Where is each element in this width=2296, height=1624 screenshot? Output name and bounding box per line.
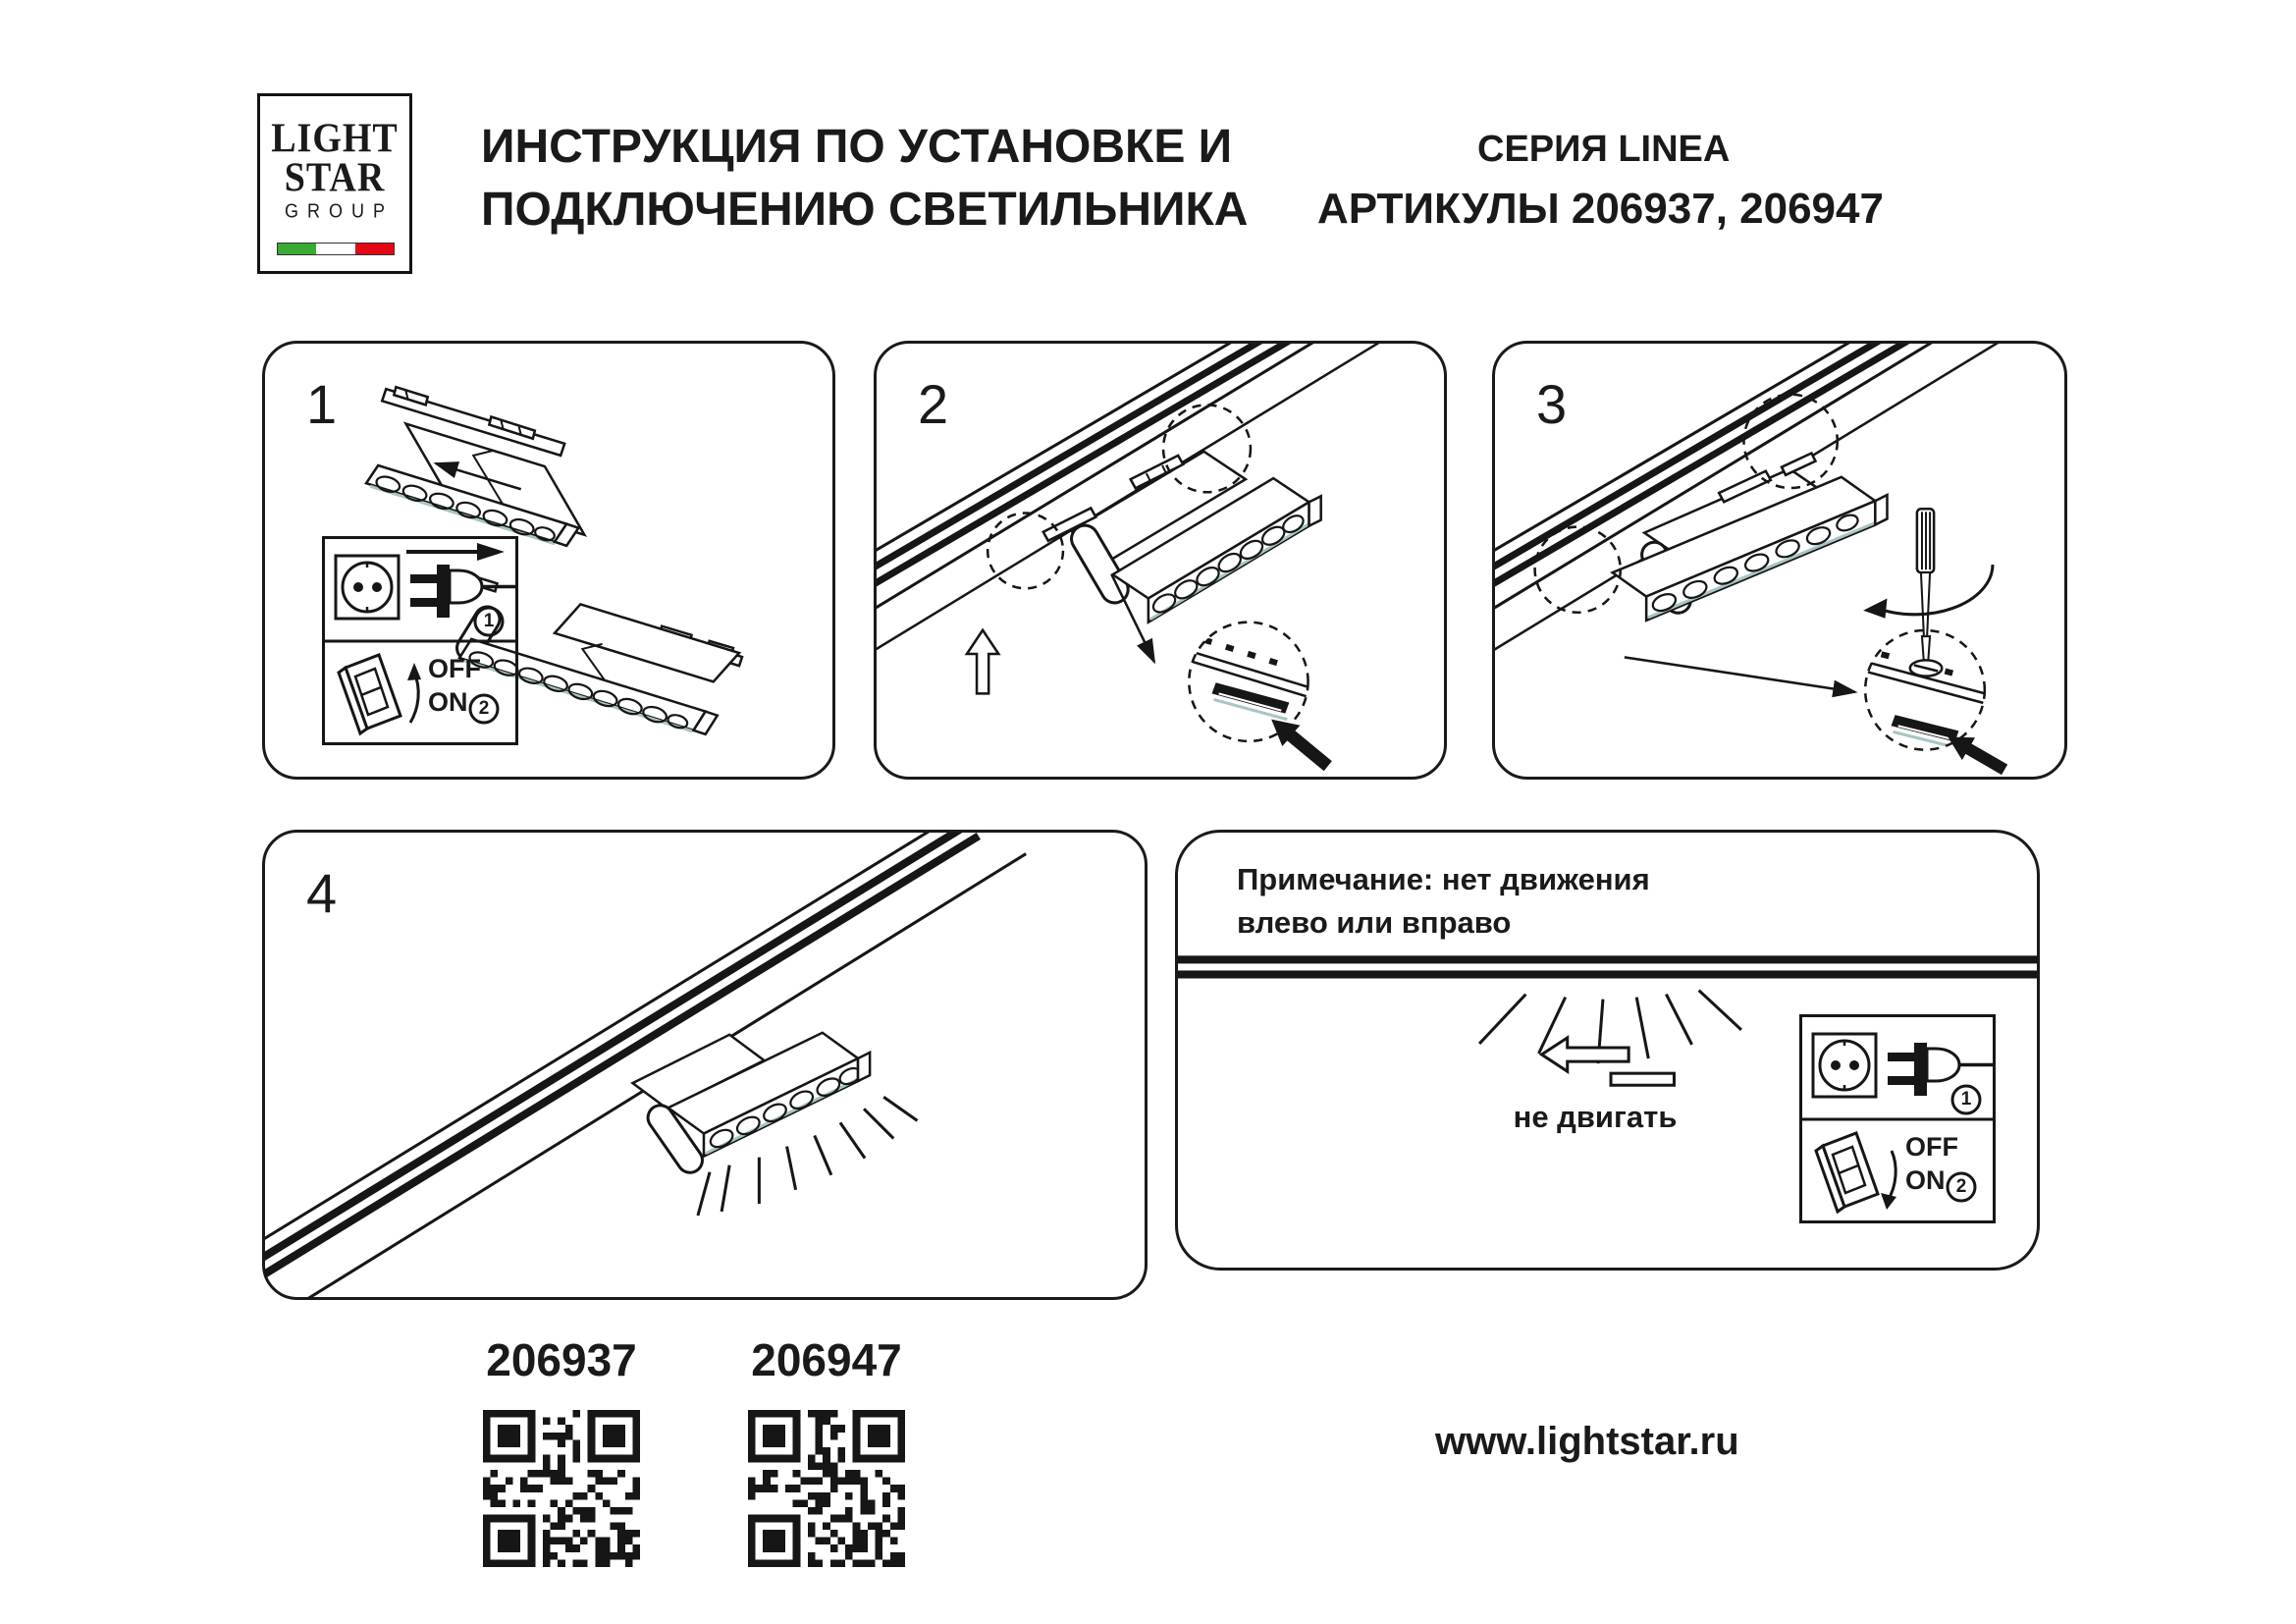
note-line2: влево или вправо: [1237, 905, 1512, 940]
note-line1: Примечание: нет движения: [1237, 862, 1650, 896]
step-number: 2: [918, 373, 949, 435]
logo-word-group: GROUP: [284, 199, 394, 223]
page-title: [481, 116, 1266, 242]
fixture-a: [366, 387, 584, 546]
qr-code-right: [748, 1410, 905, 1567]
logo-word-star: STAR: [284, 154, 386, 201]
socket-icon: [1813, 1034, 1876, 1097]
fixture: [1613, 454, 1888, 621]
step-number: 1: [306, 373, 338, 435]
push-connector-arrow: [1271, 720, 1332, 772]
switch-icon: [339, 655, 400, 733]
off-label: OFF: [428, 654, 481, 683]
step-3-drawing: [1495, 344, 2064, 777]
step-circle-1: 1: [1960, 1089, 1972, 1110]
lift-up-arrow: [967, 630, 998, 694]
off-label: OFF: [1905, 1132, 1958, 1162]
note-panel: [1175, 830, 2040, 1271]
step-2-panel: [874, 341, 1447, 780]
note-text: [1237, 858, 1650, 945]
flag-green: [278, 244, 316, 254]
article-number-left: 206937: [486, 1334, 637, 1385]
qr-code-left: [483, 1410, 640, 1567]
detail-pointer-arrow: [1625, 657, 1855, 691]
on-label: ON: [1905, 1165, 1946, 1195]
switch-arrow-up-icon: [407, 663, 421, 723]
track-rail: [265, 833, 1026, 1297]
logo-word-light: LIGHT: [271, 115, 399, 162]
step-circle-2: 2: [478, 698, 490, 719]
flag-white: [316, 244, 354, 254]
step-4-panel: [262, 830, 1148, 1300]
on-label: ON: [428, 687, 468, 717]
step-number: 4: [306, 862, 338, 924]
switch-arrow-down-icon: [1881, 1151, 1896, 1210]
step-2-drawing: [877, 344, 1444, 777]
power-steps-box: [322, 536, 518, 745]
plug-icon: [406, 543, 515, 618]
flag-red: [355, 244, 394, 254]
push-connector-arrow: [1948, 736, 2007, 775]
no-move-arrow: [1542, 1038, 1675, 1085]
articles-label: АРТИКУЛЫ 206937, 206947: [1317, 185, 1884, 233]
track-front-view: [1178, 955, 2037, 978]
switch-icon: [1816, 1133, 1878, 1212]
article-number-right: 206947: [751, 1334, 902, 1385]
page-title-line2: ПОДКЛЮЧЕНИЮ СВЕТИЛЬНИКА: [481, 184, 1249, 236]
connector-detail: [1183, 637, 1309, 720]
socket-icon: [336, 556, 399, 619]
screwdriver-icon: [1917, 509, 1934, 638]
step-circle-2: 2: [1955, 1176, 1967, 1197]
step-number: 3: [1536, 373, 1568, 435]
power-steps-box: [1799, 1014, 1996, 1223]
lightstar-logo: [257, 93, 412, 274]
step-1-panel: [262, 341, 835, 780]
step-3-panel: [1492, 341, 2067, 780]
page-title-line1: ИНСТРУКЦИЯ ПО УСТАНОВКЕ И: [481, 121, 1233, 173]
clip-highlight-circle-left: [988, 514, 1063, 589]
series-label: СЕРИЯ LINEA: [1477, 129, 1731, 170]
italian-flag-stripe: [277, 243, 395, 255]
step-4-drawing: [265, 833, 1145, 1297]
step-circle-1: 1: [483, 611, 495, 631]
website-url: www.lightstar.ru: [1435, 1420, 1739, 1463]
fixture: [1043, 452, 1321, 623]
no-move-caption: не двигать: [1513, 1100, 1678, 1134]
screw-detail: [1864, 636, 1987, 748]
fixture-mounted: [633, 1033, 871, 1161]
